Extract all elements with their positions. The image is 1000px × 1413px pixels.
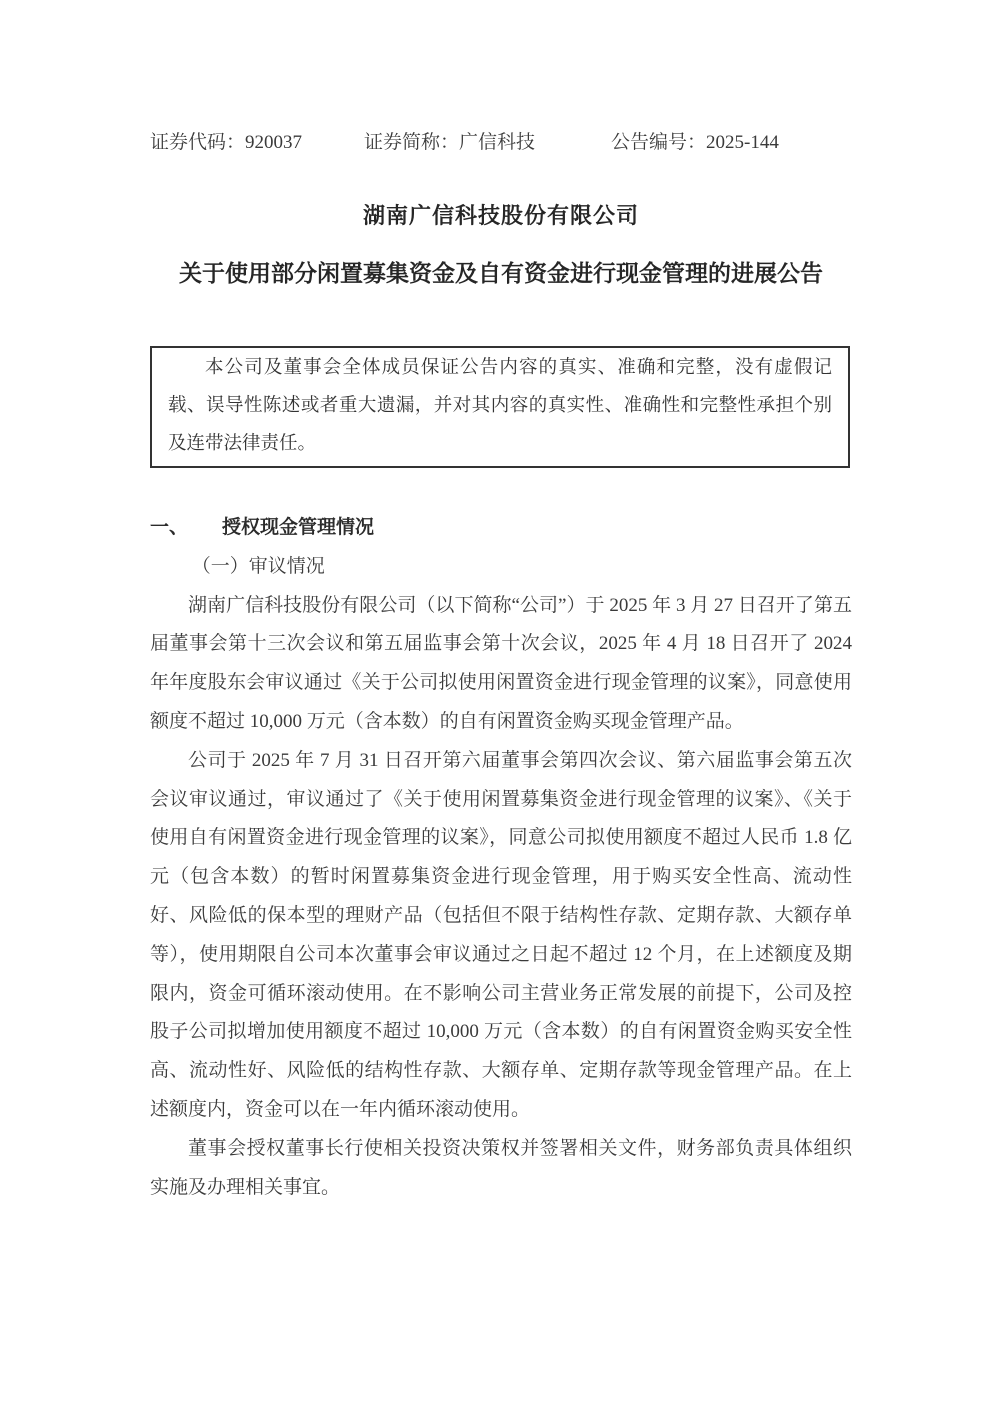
paragraph-3: 董事会授权董事长行使相关投资决策权并签署相关文件，财务部负责具体组织实施及办理相关事宜。 bbox=[150, 1137, 852, 1198]
section-number: 一、 bbox=[150, 517, 189, 538]
subsection-heading: （一）审议情况 bbox=[191, 555, 325, 577]
disclaimer-box bbox=[150, 346, 850, 468]
paragraph-1: 湖南广信科技股份有限公司（以下简称“公司”）于 2025 年 3 月 27 日召开了第五届董事会第十三次会议和第五届监事会第十次会议，2025 年 4 月 18 日召开了 2024 年年度股东会审议通过《关于公司拟使用闲置资金进行现金管理的议案》，同意使用额度不超过 10,000 万元（含本数）的自有闲置资金购买现金管理产品。 bbox=[150, 594, 852, 732]
stock-name: 证券简称：广信科技 bbox=[364, 132, 536, 153]
announcement-title: 关于使用部分闲置募集资金及自有资金进行现金管理的进展公告 bbox=[179, 261, 823, 286]
document-body bbox=[150, 509, 852, 1207]
section-title: 授权现金管理情况 bbox=[222, 517, 375, 538]
company-title: 湖南广信科技股份有限公司 bbox=[362, 203, 639, 228]
disclaimer-text: 本公司及董事会全体成员保证公告内容的真实、准确和完整，没有虚假记载、误导性陈述或者重大遗漏，并对其内容的真实性、准确性和完整性承担个别及连带法律责任。 bbox=[168, 358, 832, 454]
announcement-number: 公告编号：2025-144 bbox=[611, 132, 779, 153]
doc-header bbox=[150, 130, 852, 155]
paragraph-2: 公司于 2025 年 7 月 31 日召开第六届董事会第四次会议、第六届监事会第五次会议审议通过，审议通过了《关于使用闲置募集资金进行现金管理的议案》、《关于使用自有闲置资金进行现金管理的议案》，同意公司拟使用额度不超过人民币 1.8 亿元（包含本数）的暂时闲置募集资金进行现金管理，用于购买安全性高、流动性好、风险低的保本型的理财产品（包括但不限于结构性存款、定期存款、大额存单等），使用期限自公司本次董事会审议通过之日起不超过 12 个月，在上述额度及期限内，资金可循环滚动使用。在不影响公司主营业务正常发展的前提下，公司及控股子公司拟增加使用额度不超过 10,000 万元（含本数）的自有闲置资金购买安全性高、流动性好、风险低的结构性存款、大额存单、定期存款等现金管理产品。在上述额度内，资金可以在一年内循环滚动使用。 bbox=[150, 749, 852, 1120]
stock-code: 证券代码：920037 bbox=[150, 132, 303, 153]
section-one-heading bbox=[150, 509, 852, 548]
